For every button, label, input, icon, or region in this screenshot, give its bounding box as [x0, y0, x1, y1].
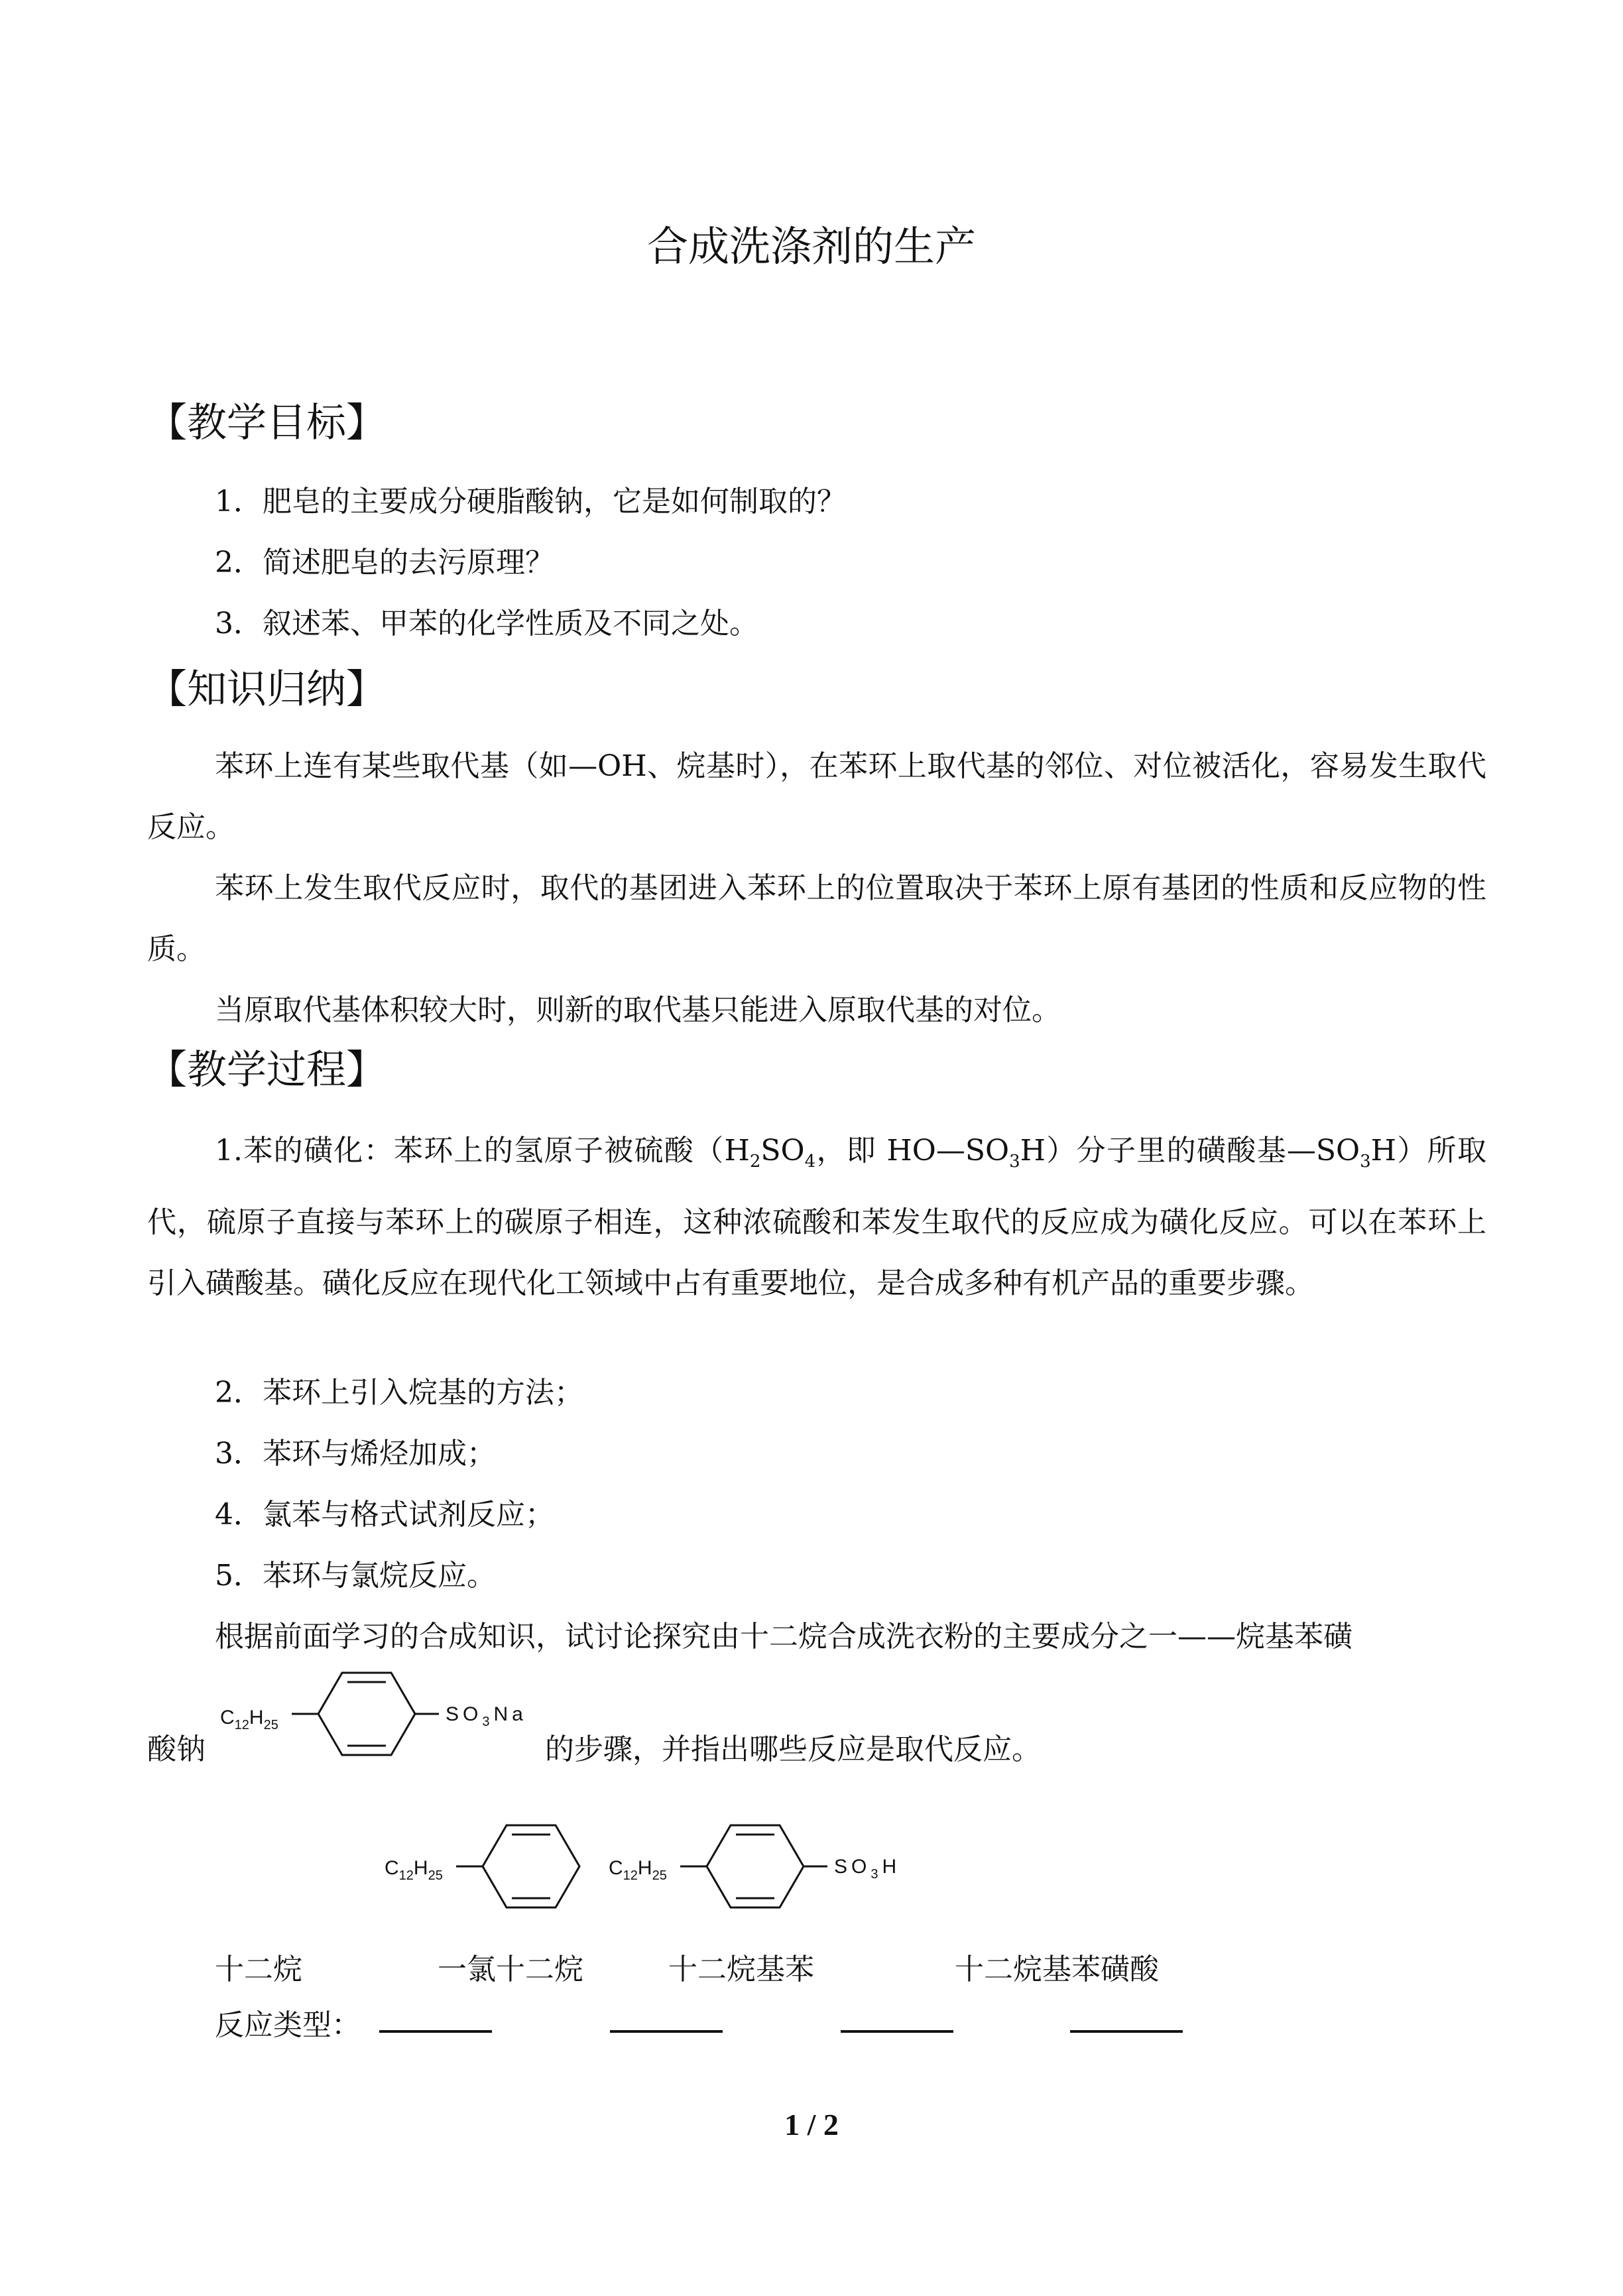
knowledge-paragraph: 苯环上连有某些取代基（如—OH、烷基时），在苯环上取代基的邻位、对位被活化，容易发生取代反应。 — [147, 749, 1486, 844]
question-text-pre: 酸钠 — [147, 1732, 206, 1766]
question-text: 根据前面学习的合成知识，试讨论探究由十二烷合成洗衣粉的主要成分之一——烷基苯磺 — [215, 1620, 1352, 1654]
reaction-type-blank[interactable] — [1070, 2030, 1183, 2033]
svg-text:C12H25: $C_{12}H_{25}$ — [220, 1707, 278, 1732]
reaction-type-label: 反应类型： — [215, 2008, 361, 2042]
dodecylbenzene-structure — [378, 1813, 603, 1919]
reaction-type-blank[interactable] — [610, 2030, 723, 2033]
process-item: 2．苯环上引入烷基的方法； — [215, 1376, 583, 1410]
svg-text:C12H25: $C_{12}H_{25}$ — [609, 1857, 667, 1883]
knowledge-heading: 【知识归纳】 — [147, 666, 386, 713]
sulfonation-paragraph: 1.苯的磺化：苯环上的氢原子被硫酸（$H_2SO_4$，即 $HO—SO_3H$）分子里的磺酸基$—SO_3H$）所取代，硫原子直接与苯环上的碳原子相连，这种浓硫酸和苯发生取代的反应成为磺化反应。可以在苯环上引入磺酸基。磺化反应在现代化工领域中占有重要地位，是合成多种有机产品的重要步骤。 — [147, 1134, 1486, 1300]
objective-item: 1．肥皂的主要成分硬脂酸钠，它是如何制取的？ — [215, 485, 846, 518]
reaction-type-blank[interactable] — [379, 2030, 492, 2033]
dodecylbenzenesulfonic-acid-structure — [602, 1813, 933, 1919]
svg-text:SO3H: $SO_3H$ — [834, 1856, 901, 1882]
objective-item: 3．叙述苯、甲苯的化学性质及不同之处。 — [215, 607, 758, 640]
page-title: 合成洗涤剂的生产 — [646, 222, 976, 271]
process-item: 3．苯环与烯烃加成； — [215, 1437, 496, 1471]
process-item: 5．苯环与氯烷反应。 — [215, 1559, 496, 1593]
reaction-type-blank[interactable] — [841, 2030, 953, 2033]
knowledge-paragraph: 当原取代基体积较大时，则新的取代基只能进入原取代基的对位。 — [215, 993, 1061, 1027]
svg-text:C12H25: $C_{12}H_{25}$ — [385, 1857, 443, 1883]
page-number: 1 / 2 — [784, 2108, 839, 2142]
compound-label: 十二烷基苯 — [668, 1953, 814, 1986]
compound-label: 十二烷基苯磺酸 — [955, 1953, 1159, 1986]
svg-text:SO3Na: $SO_3Na$ — [446, 1703, 527, 1729]
alkylbenzene-sulfonate-structure — [213, 1667, 545, 1774]
compound-label: 十二烷 — [215, 1953, 302, 1986]
process-heading: 【教学过程】 — [147, 1047, 386, 1093]
objective-item: 2．简述肥皂的去污原理？ — [215, 546, 554, 579]
compound-label: 一氯十二烷 — [438, 1953, 583, 1986]
question-text-post: 的步骤，并指出哪些反应是取代反应。 — [545, 1732, 1041, 1766]
objectives-heading: 【教学目标】 — [147, 400, 386, 446]
knowledge-paragraph: 苯环上发生取代反应时，取代的基团进入苯环上的位置取决于苯环上原有基团的性质和反应物的性质。 — [147, 871, 1486, 966]
process-item: 4．氯苯与格式试剂反应； — [215, 1498, 554, 1532]
